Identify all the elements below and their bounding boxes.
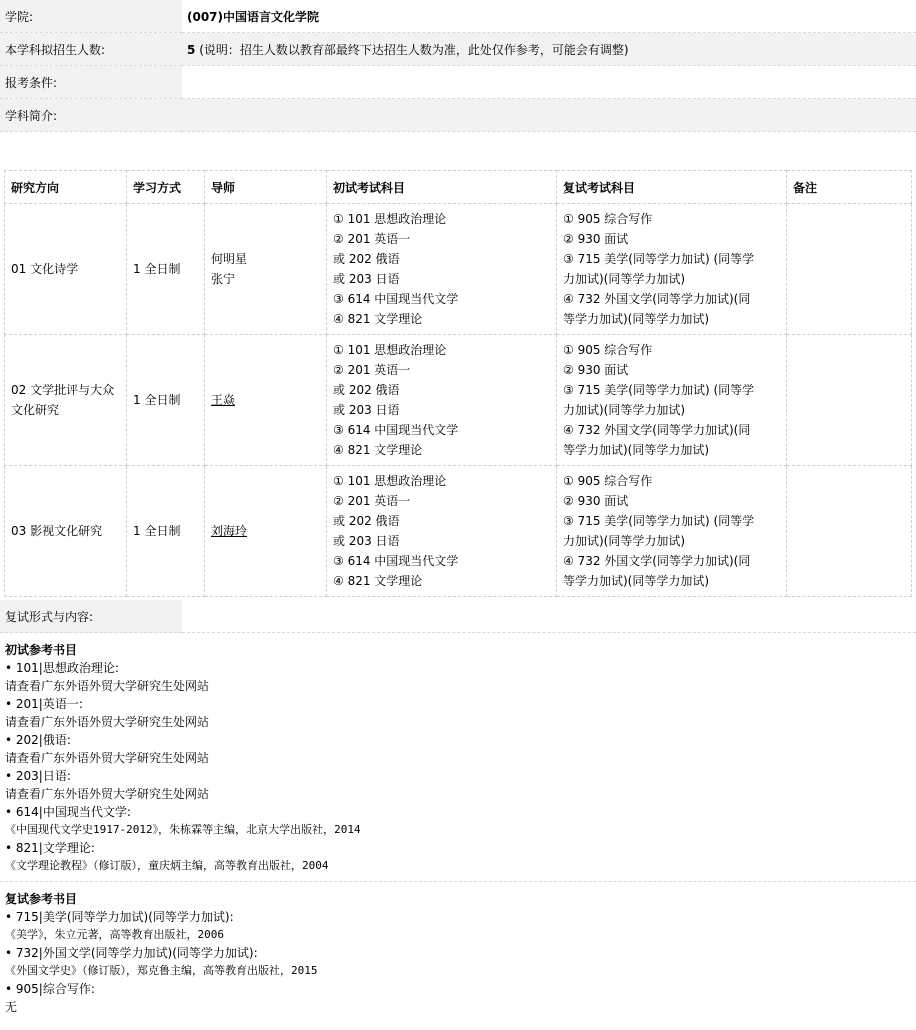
exam-subject: 等学力加试)(同等学力加试) [563,312,710,326]
exam-subject: ② 930 面试 [563,494,629,508]
exam-subject: ① 905 综合写作 [563,474,653,488]
ref-book: 请查看广东外语外贸大学研究生处网站 [5,715,210,729]
exam-subject: ① 101 思想政治理论 [333,212,447,226]
mode-cell: 1 全日制 [127,204,205,335]
ref-book: 《美学》，朱立元著，高等教育出版社，2006 [5,928,224,941]
exam-subject: 等学力加试)(同等学力加试) [563,574,710,588]
table-row [5,466,912,597]
ref-subject: • 203|日语: [5,769,71,783]
remark-cell [787,204,912,335]
exam-subject: ③ 614 中国现当代文学 [333,423,459,437]
retest-form-table [0,600,916,633]
exam-subject: 力加试)(同等学力加试) [563,272,686,286]
initial-references-title: 初试参考书目 [5,643,78,657]
exam-subject: ② 201 英语一 [333,494,411,508]
exam-subject: ② 201 英语一 [333,363,411,377]
initial-exam-cell [327,466,557,597]
ref-book: 《中国现代文学史1917-2012》，朱栋霖等主编，北京大学出版社，2014 [5,823,361,836]
mode-cell: 1 全日制 [127,466,205,597]
retest-references [0,882,916,1016]
college-row [0,0,916,33]
remark-cell [787,466,912,597]
exam-subject: ④ 732 外国文学(同等学力加试)(同 [563,292,751,306]
ref-subject: • 201|英语一: [5,697,83,711]
quota-value [182,33,916,66]
exam-subject: ② 930 面试 [563,363,629,377]
ref-subject: • 821|文学理论: [5,841,95,855]
ref-subject: • 732|外国文学(同等学力加试)(同等学力加试): [5,946,258,960]
exam-subject: ④ 821 文学理论 [333,443,423,457]
header-remark: 备注 [787,171,912,204]
intro-row [0,99,916,132]
exam-subject: ① 905 综合写作 [563,343,653,357]
advisor-cell [205,466,327,597]
conditions-label: 报考条件: [0,66,182,99]
exam-subject: 或 203 日语 [333,272,400,286]
initial-exam-cell [327,204,557,335]
table-row [5,204,912,335]
exam-subject: ① 101 思想政治理论 [333,343,447,357]
conditions-value [182,66,916,99]
exam-subject: ④ 732 外国文学(同等学力加试)(同 [563,554,751,568]
direction-cell: 01 文化诗学 [5,204,127,335]
advisor-link[interactable]: 何明星 [211,252,248,266]
exam-subject: 或 203 日语 [333,534,400,548]
mode-cell: 1 全日制 [127,335,205,466]
header-direction: 研究方向 [5,171,127,204]
retest-form-value [182,600,916,633]
header-initial-exam: 初试考试科目 [327,171,557,204]
table-row [5,335,912,466]
ref-book: 《文学理论教程》（修订版），童庆炳主编，高等教育出版社，2004 [5,859,329,872]
intro-value [182,99,916,132]
ref-subject: • 202|俄语: [5,733,71,747]
quota-note: (说明：招生人数以教育部最终下达招生人数为准，此处仅作参考，可能会有调整) [199,42,629,57]
quota-label: 本学科拟招生人数: [0,33,182,66]
ref-book: 请查看广东外语外贸大学研究生处网站 [5,679,210,693]
exam-subject: ② 930 面试 [563,232,629,246]
retest-references-title: 复试参考书目 [5,892,78,906]
exam-subject: ① 905 综合写作 [563,212,653,226]
table-header-row [5,171,912,204]
conditions-row [0,66,916,99]
remark-cell [787,335,912,466]
spacer [0,132,916,170]
initial-exam-cell [327,335,557,466]
ref-book: 请查看广东外语外贸大学研究生处网站 [5,751,210,765]
college-value: (007)中国语言文化学院 [182,0,916,33]
exam-subject: ② 201 英语一 [333,232,411,246]
retest-exam-cell [557,466,787,597]
exam-subject: 或 202 俄语 [333,383,400,397]
direction-cell: 02 文学批评与大众文化研究 [5,335,127,466]
exam-subject: ③ 614 中国现当代文学 [333,554,459,568]
initial-references [0,633,916,882]
directions-table [4,170,912,597]
ref-book: 请查看广东外语外贸大学研究生处网站 [5,787,210,801]
advisor-link[interactable]: 王焱 [211,393,236,407]
college-label: 学院: [0,0,182,33]
header-mode: 学习方式 [127,171,205,204]
ref-subject: • 715|美学(同等学力加试)(同等学力加试): [5,910,234,924]
header-retest-exam: 复试考试科目 [557,171,787,204]
ref-book: 《外国文学史》（修订版），郑克鲁主编，高等教育出版社，2015 [5,964,318,977]
retest-form-label: 复试形式与内容: [0,600,182,633]
exam-subject: 或 202 俄语 [333,252,400,266]
advisor-link[interactable]: 张宁 [211,272,236,286]
advisor-link[interactable]: 刘海玲 [211,524,248,538]
exam-subject: 或 203 日语 [333,403,400,417]
exam-subject: 等学力加试)(同等学力加试) [563,443,710,457]
direction-cell: 03 影视文化研究 [5,466,127,597]
ref-subject: • 614|中国现当代文学: [5,805,131,819]
quota-row [0,33,916,66]
exam-subject: ③ 715 美学(同等学力加试) (同等学 [563,383,755,397]
program-info-table [0,0,916,132]
exam-subject: 力加试)(同等学力加试) [563,534,686,548]
advisor-cell [205,335,327,466]
intro-label: 学科简介: [0,99,182,132]
header-advisor: 导师 [205,171,327,204]
ref-subject: • 905|综合写作: [5,982,95,996]
ref-book: 无 [5,1000,18,1014]
exam-subject: ① 101 思想政治理论 [333,474,447,488]
ref-subject: • 101|思想政治理论: [5,661,119,675]
exam-subject: ③ 614 中国现当代文学 [333,292,459,306]
exam-subject: 或 202 俄语 [333,514,400,528]
exam-subject: ④ 821 文学理论 [333,312,423,326]
retest-exam-cell [557,204,787,335]
exam-subject: 力加试)(同等学力加试) [563,403,686,417]
exam-subject: ③ 715 美学(同等学力加试) (同等学 [563,514,755,528]
exam-subject: ④ 732 外国文学(同等学力加试)(同 [563,423,751,437]
exam-subject: ④ 821 文学理论 [333,574,423,588]
retest-exam-cell [557,335,787,466]
exam-subject: ③ 715 美学(同等学力加试) (同等学 [563,252,755,266]
advisor-cell [205,204,327,335]
quota-number: 5 [187,42,196,57]
retest-form-row [0,600,916,633]
